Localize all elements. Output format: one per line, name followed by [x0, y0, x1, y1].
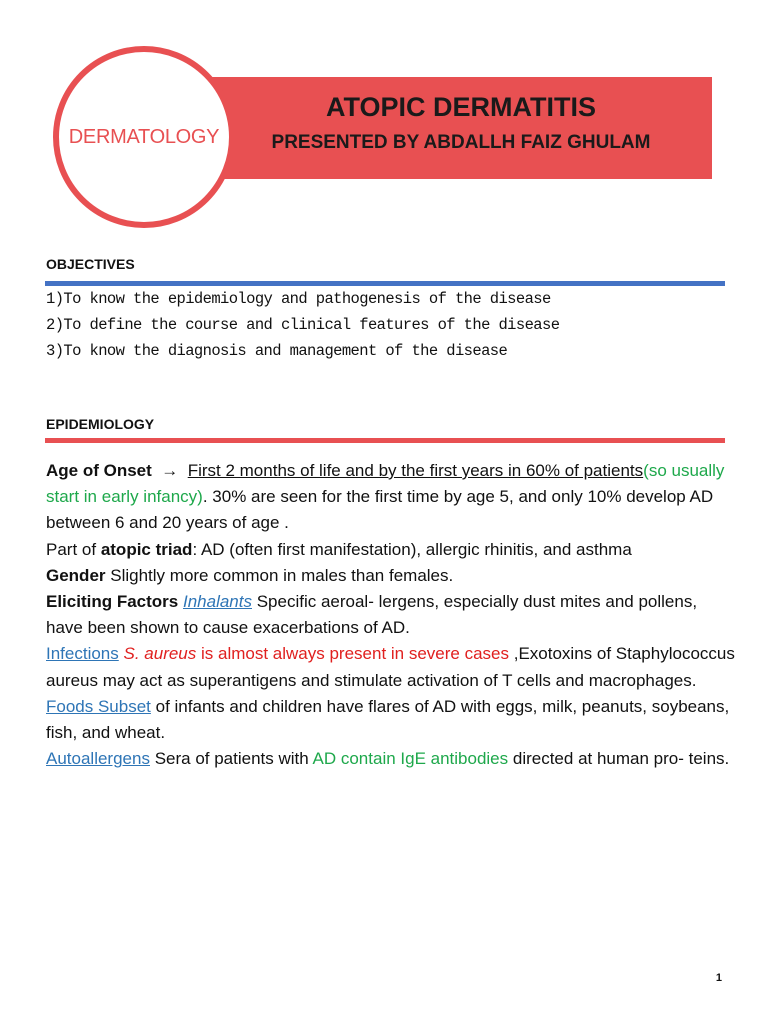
- autoallergens-highlight: AD contain IgE antibodies: [312, 749, 509, 769]
- objective-item: 2)To define the course and clinical features of the disease: [46, 316, 560, 334]
- epidemiology-body: [46, 458, 736, 772]
- age-of-onset-paragraph: [46, 458, 736, 537]
- triad-prefix: Part of: [46, 539, 101, 559]
- foods-link[interactable]: Foods Subset: [46, 696, 151, 716]
- objectives-divider: [45, 281, 725, 286]
- age-of-onset-note: (so usually start in early infancy): [46, 461, 725, 507]
- infections-paragraph: [46, 641, 736, 693]
- arrow-icon: →: [161, 461, 179, 480]
- document-subtitle: PRESENTED BY ABDALLH FAIZ GHULAM: [271, 132, 651, 153]
- page-number: 1: [715, 972, 722, 984]
- gender-paragraph: [46, 563, 736, 589]
- inhalants-link[interactable]: Inhalants: [182, 592, 252, 612]
- gender-label: Gender: [46, 565, 106, 585]
- triad-text: : AD (often first manifestation), allergic rhinitis, and asthma: [192, 539, 632, 559]
- objectives-heading: OBJECTIVES: [46, 256, 135, 272]
- epidemiology-heading: EPIDEMIOLOGY: [46, 416, 155, 432]
- foods-text: of infants and children have flares of AD with eggs, milk, peanuts, soybeans, fish, and wheat.: [46, 696, 730, 743]
- age-of-onset-text: . 30% are seen for the first time by age 5, and only 10% develop AD between 6 and 20 years of age .: [46, 487, 714, 533]
- eliciting-factors-paragraph: [46, 589, 736, 641]
- autoallergens-text-end: directed at human pro- teins.: [508, 749, 730, 769]
- objective-item: 3)To know the diagnosis and management of the disease: [46, 342, 508, 360]
- infections-text: ,Exotoxins of Staphylococcus aureus may act as superantigens and stimulate activation of T cells and macrophages.: [46, 644, 735, 690]
- s-aureus-label: S. aureus: [123, 644, 197, 664]
- eliciting-factors-label: Eliciting Factors: [46, 592, 179, 612]
- infections-link[interactable]: Infections: [46, 644, 119, 664]
- atopic-triad-paragraph: [46, 537, 736, 563]
- document-title: ATOPIC DERMATITIS: [326, 92, 596, 122]
- gender-text: Slightly more common in males than females.: [105, 565, 454, 585]
- epidemiology-divider: [45, 438, 725, 443]
- age-of-onset-underlined: First 2 months of life and by the first years in 60% of patients: [187, 461, 644, 480]
- inhalants-text: Specific aeroal- lergens, especially dust mites and pollens, have been shown to cause exacerbations of AD.: [46, 592, 698, 638]
- triad-label: atopic triad: [100, 539, 193, 559]
- badge-label: DERMATOLOGY: [68, 125, 220, 148]
- infections-highlight: is almost always present in severe cases: [196, 644, 510, 664]
- age-of-onset-label: Age of Onset: [46, 461, 152, 480]
- objective-item: 1)To know the epidemiology and pathogenesis of the disease: [46, 290, 551, 308]
- autoallergens-text: Sera of patients with: [149, 749, 313, 769]
- autoallergens-paragraph: [46, 746, 736, 772]
- foods-paragraph: [46, 694, 736, 746]
- autoallergens-link[interactable]: Autoallergens: [46, 749, 150, 769]
